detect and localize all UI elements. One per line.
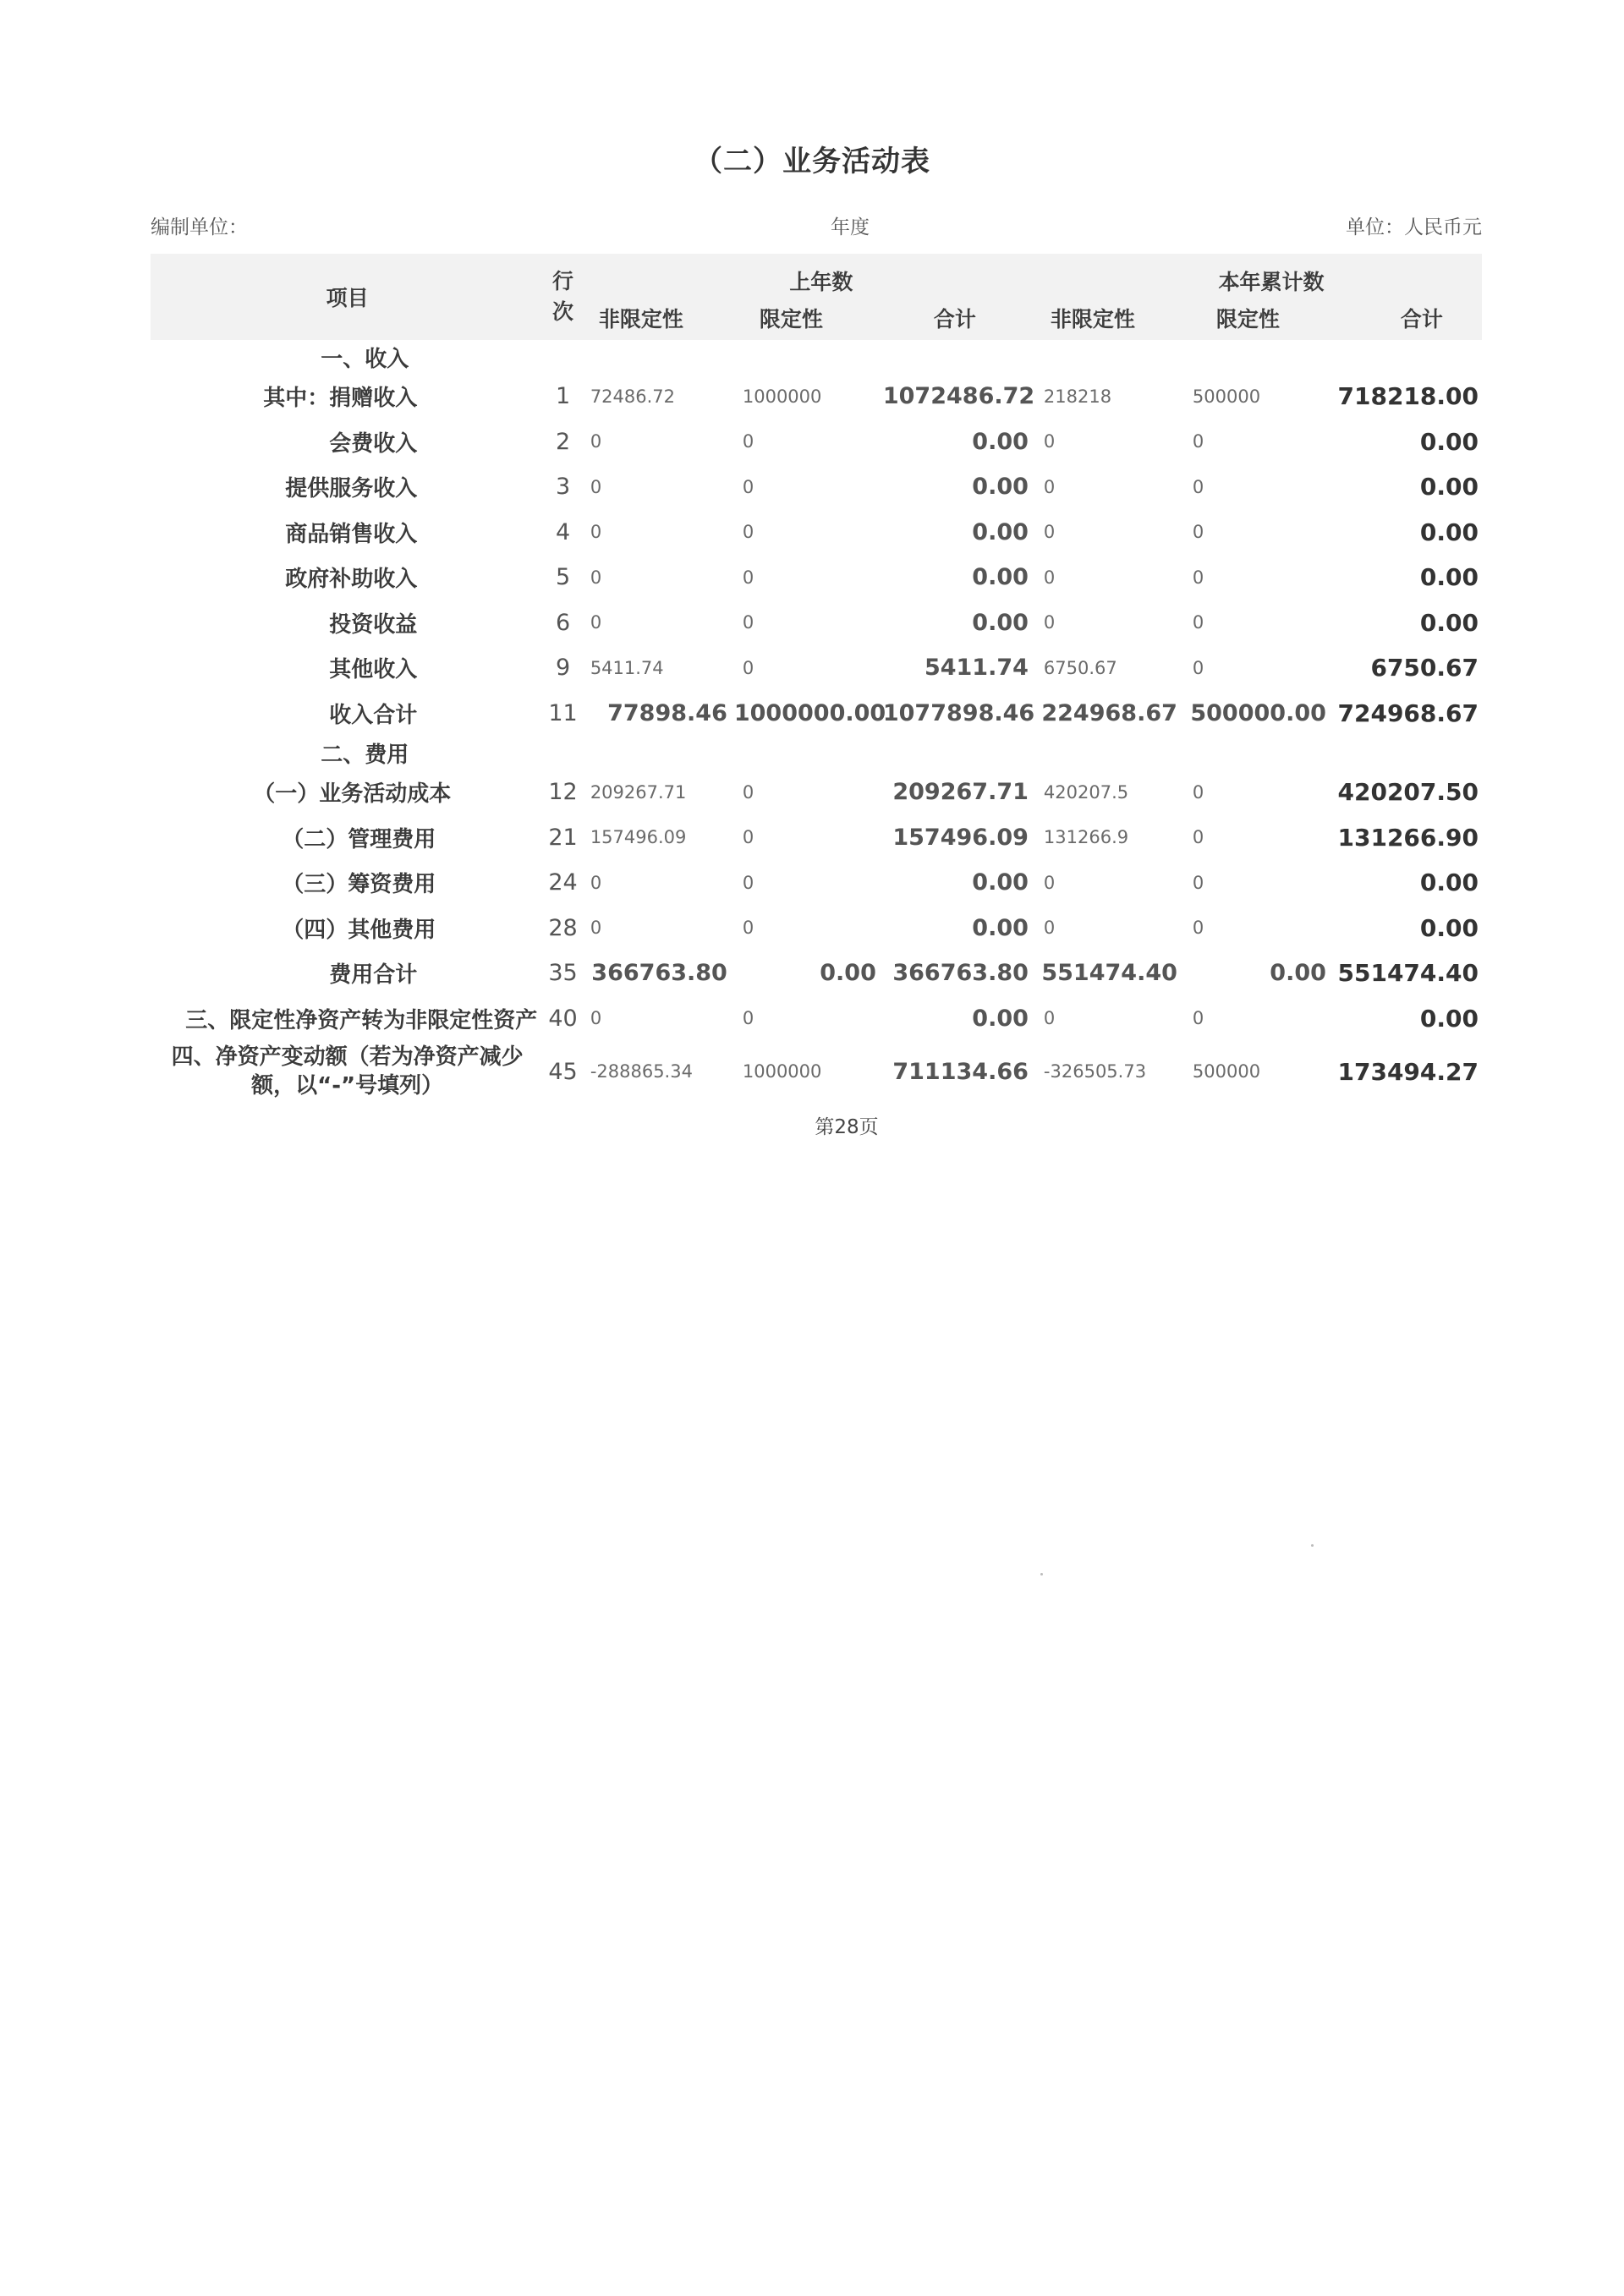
current-unrestricted: 218218 [1043, 386, 1112, 407]
current-total: 173494.27 [1337, 1057, 1479, 1086]
prior-restricted: 0 [742, 657, 754, 678]
header-current-restricted: 限定性 [1184, 296, 1333, 340]
current-restricted: 0 [1192, 522, 1204, 543]
header-row-no-text: 行次 [552, 269, 574, 324]
row-no: 11 [548, 699, 578, 726]
table-row-expense-total [151, 951, 1482, 996]
row-label: （一）业务活动成本 [253, 781, 452, 808]
current-total: 551474.40 [1337, 959, 1479, 988]
prior-restricted: 0 [742, 612, 754, 633]
prior-restricted: 0 [742, 476, 754, 497]
prior-restricted: 0.00 [820, 960, 876, 987]
current-unrestricted: 0 [1043, 872, 1056, 893]
table-row [151, 600, 1482, 646]
current-unrestricted: 0 [1043, 522, 1056, 543]
table-row [151, 419, 1482, 465]
current-restricted: 500000 [1192, 386, 1261, 407]
header-prior-year: 上年数 [582, 254, 1035, 296]
prior-restricted: 0 [742, 781, 754, 803]
current-unrestricted: 0 [1043, 567, 1056, 588]
table-row-income-total [151, 691, 1482, 737]
current-restricted: 0.00 [1270, 960, 1326, 987]
row-label: 商品销售收入 [285, 521, 418, 547]
current-restricted: 0 [1192, 567, 1204, 588]
current-total: 131266.90 [1337, 823, 1479, 852]
row-label: 投资收益 [329, 611, 418, 638]
row-no: 21 [548, 824, 578, 851]
row-no: 2 [555, 428, 571, 455]
table-row [151, 510, 1482, 556]
compiling-unit-label: 编制单位： [151, 216, 248, 238]
table-row [151, 996, 1482, 1042]
row-label: 提供服务收入 [285, 476, 418, 502]
prior-unrestricted: 77898.46 [607, 699, 727, 726]
current-total: 0.00 [1419, 913, 1479, 942]
prior-total: 1072486.72 [882, 383, 1035, 410]
prior-unrestricted: 0 [590, 1008, 602, 1029]
row-label-text: 四、净资产变动额（若为净资产减少额，以“-”号填列） [171, 1044, 524, 1099]
prior-restricted: 1000000.00 [733, 699, 886, 726]
prior-total: 366763.80 [892, 960, 1029, 987]
current-total: 0.00 [1419, 869, 1479, 897]
prior-restricted: 0 [742, 567, 754, 588]
prior-restricted: 0 [742, 872, 754, 893]
current-restricted: 0 [1192, 657, 1204, 678]
current-total: 0.00 [1419, 563, 1479, 592]
prior-unrestricted: 209267.71 [590, 781, 687, 803]
year-label: 年度 [831, 216, 870, 238]
prior-unrestricted: 72486.72 [590, 386, 676, 407]
prior-unrestricted: 0 [590, 612, 602, 633]
current-total: 0.00 [1419, 473, 1479, 501]
table-row [151, 374, 1482, 419]
prior-unrestricted: 0 [590, 476, 602, 497]
prior-total: 711134.66 [892, 1058, 1029, 1085]
current-unrestricted: 0 [1043, 476, 1056, 497]
row-no: 12 [548, 779, 578, 806]
prior-total: 0.00 [972, 474, 1029, 501]
header-current-year: 本年累计数 [1035, 254, 1482, 296]
row-no: 3 [555, 474, 571, 501]
current-restricted: 0 [1192, 918, 1204, 939]
row-label [151, 1041, 544, 1102]
current-total: 724968.67 [1337, 699, 1479, 727]
table-row [151, 770, 1482, 815]
business-activity-table [151, 254, 1482, 1102]
prior-total: 0.00 [972, 914, 1029, 941]
table-row [151, 1041, 1482, 1102]
currency-unit-label: 单位：人民币元 [1346, 216, 1482, 238]
current-total: 6750.67 [1370, 654, 1479, 682]
current-total: 0.00 [1419, 518, 1479, 546]
row-label: 收入合计 [329, 702, 418, 728]
row-no: 4 [555, 518, 571, 545]
header-prior-restricted: 限定性 [734, 296, 883, 340]
prior-unrestricted: 0 [590, 522, 602, 543]
header-row-no [544, 254, 582, 340]
current-unrestricted: -326505.73 [1043, 1061, 1147, 1082]
prior-total: 0.00 [972, 518, 1029, 545]
prior-unrestricted: 0 [590, 918, 602, 939]
prior-total: 209267.71 [892, 779, 1029, 806]
header-current-total: 合计 [1333, 296, 1482, 340]
current-unrestricted: 551474.40 [1041, 960, 1177, 987]
row-label: 会费收入 [329, 430, 418, 457]
prior-unrestricted: -288865.34 [590, 1061, 693, 1082]
prior-total: 0.00 [972, 609, 1029, 636]
header-item: 项目 [151, 254, 544, 340]
section-income: 一、收入 [321, 346, 409, 372]
table-row [151, 645, 1482, 691]
row-label: （四）其他费用 [282, 917, 436, 943]
current-total: 0.00 [1419, 1004, 1479, 1033]
current-restricted: 0 [1192, 872, 1204, 893]
prior-restricted: 1000000 [742, 386, 822, 407]
prior-total: 157496.09 [892, 824, 1029, 851]
row-no: 24 [548, 869, 578, 896]
row-label: （三）筹资费用 [282, 872, 436, 898]
current-unrestricted: 6750.67 [1043, 657, 1117, 678]
prior-unrestricted: 157496.09 [590, 827, 687, 848]
row-label: （二）管理费用 [282, 826, 436, 852]
prior-restricted: 0 [742, 522, 754, 543]
current-restricted: 0 [1192, 1008, 1204, 1029]
current-unrestricted: 0 [1043, 431, 1056, 452]
row-no: 5 [555, 564, 571, 591]
row-no: 6 [555, 609, 571, 636]
prior-unrestricted: 0 [590, 431, 602, 452]
table-row [151, 464, 1482, 510]
prior-restricted: 0 [742, 1008, 754, 1029]
row-label: 其中：捐赠收入 [263, 386, 418, 412]
current-total: 0.00 [1419, 608, 1479, 637]
current-restricted: 500000 [1192, 1061, 1261, 1082]
current-total: 718218.00 [1337, 382, 1479, 411]
prior-total: 0.00 [972, 869, 1029, 896]
row-label: 费用合计 [329, 962, 418, 989]
prior-restricted: 0 [742, 431, 754, 452]
prior-total: 5411.74 [924, 655, 1029, 682]
current-unrestricted: 224968.67 [1041, 699, 1177, 726]
prior-unrestricted: 0 [590, 567, 602, 588]
prior-total: 1077898.46 [882, 699, 1035, 726]
current-restricted: 0 [1192, 827, 1204, 848]
current-restricted: 0 [1192, 431, 1204, 452]
current-restricted: 0 [1192, 612, 1204, 633]
row-label: 三、限定性净资产转为非限定性资产 [185, 1007, 538, 1033]
current-restricted: 0 [1192, 476, 1204, 497]
prior-unrestricted: 5411.74 [590, 657, 664, 678]
row-no: 28 [548, 914, 578, 941]
header-prior-unrestricted: 非限定性 [582, 296, 734, 340]
prior-unrestricted: 366763.80 [591, 960, 727, 987]
row-no: 1 [555, 383, 571, 410]
current-unrestricted: 420207.5 [1043, 781, 1129, 803]
row-label: 政府补助收入 [285, 567, 418, 593]
row-no: 35 [548, 960, 578, 987]
current-unrestricted: 0 [1043, 612, 1056, 633]
prior-unrestricted: 0 [590, 872, 602, 893]
prior-restricted: 1000000 [742, 1061, 822, 1082]
current-restricted: 500000.00 [1190, 699, 1326, 726]
current-unrestricted: 0 [1043, 918, 1056, 939]
scan-speck [1311, 1544, 1314, 1547]
row-no: 45 [548, 1058, 578, 1085]
current-total: 0.00 [1419, 427, 1479, 456]
header-prior-total: 合计 [883, 296, 1035, 340]
current-unrestricted: 131266.9 [1043, 827, 1129, 848]
section-expense: 二、费用 [321, 742, 409, 768]
scan-speck [1040, 1573, 1043, 1575]
prior-total: 0.00 [972, 564, 1029, 591]
row-label: 其他收入 [329, 657, 418, 683]
row-no: 9 [555, 655, 571, 682]
prior-total: 0.00 [972, 428, 1029, 455]
current-restricted: 0 [1192, 781, 1204, 803]
table-row [151, 815, 1482, 861]
page-title: （二）业务活动表 [694, 145, 930, 178]
table-row [151, 906, 1482, 951]
row-no: 40 [548, 1005, 578, 1032]
table-row [151, 860, 1482, 906]
page-number: 第28页 [815, 1116, 879, 1138]
prior-restricted: 0 [742, 918, 754, 939]
header-current-unrestricted: 非限定性 [1035, 296, 1184, 340]
prior-total: 0.00 [972, 1005, 1029, 1032]
current-total: 420207.50 [1337, 778, 1479, 807]
table-row [151, 555, 1482, 600]
current-unrestricted: 0 [1043, 1008, 1056, 1029]
prior-restricted: 0 [742, 827, 754, 848]
